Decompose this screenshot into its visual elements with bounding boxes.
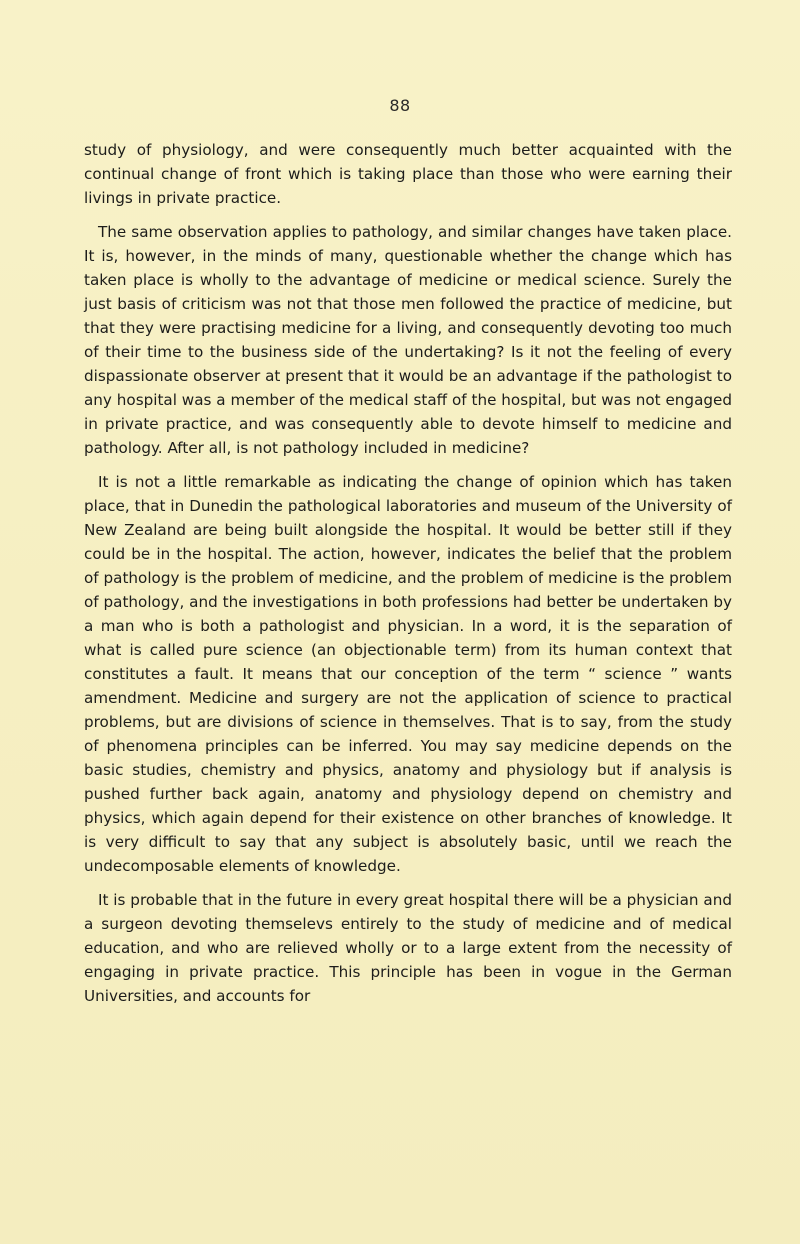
page-number: 88	[389, 96, 411, 115]
paragraph-continuation: study of physiology, and were consequently much better acquainted with the continual change of front which is taking place than those who were earning their livings in private practice.	[84, 141, 732, 207]
body-text	[84, 138, 732, 1018]
paragraph-pathology: The same observation applies to pathology, and similar changes have taken place. It is, however, in the minds of many, questionable whether the change which has taken place is wholly to the advantage of medicine or medical science. Surely the just basis of criticism was not that those men followed the practice of medicine, but that they were practising medicine for a living, and consequently devoting too much of their time to the business side of the undertaking? Is it not the feeling of every dispassionate observer at present that it would be an advantage if the pathologist to any hospital was a member of the medical staff of the hospital, but was not engaged in private practice, and was consequently able to devote himself to medicine and pathology. After all, is not pathology included in medicine?	[84, 223, 732, 457]
paragraph-dunedin: It is not a little remarkable as indicating the change of opinion which has taken place, that in Dunedin the pathological laboratories and museum of the University of New Zealand are being built alongside the hospital. It would be better still if they could be in the hospital. The action, however, indicates the belief that the problem of pathology is the problem of medicine, and the problem of medicine is the problem of pathology, and the investigations in both professions had better be undertaken by a man who is both a pathologist and physician. In a word, it is the separation of what is called pure science (an objectionable term) from its human context that constitutes a fault. It means that our conception of the term “ science ” wants amendment. Medicine and surgery are not the application of science to practical problems, but are divisions of science in themselves. That is to say, from the study of phenomena principles can be inferred. You may say medicine depends on the basic studies, chemistry and physics, anatomy and physiology but if analysis is pushed further back again, anatomy and physiology depend on chemistry and physics, which again depend for their existence on other branches of knowledge. It is very difficult to say that any subject is absolutely basic, until we reach the undecomposable elements of knowledge.	[84, 473, 732, 875]
paragraph-future-hospital: It is probable that in the future in every great hospital there will be a physician and a surgeon devoting themselevs entirely to the study of medicine and of medical education, and who are relieved wholly or to a large extent from the necessity of engaging in private practice. This principle has been in vogue in the German Universities, and accounts for	[84, 891, 732, 1005]
